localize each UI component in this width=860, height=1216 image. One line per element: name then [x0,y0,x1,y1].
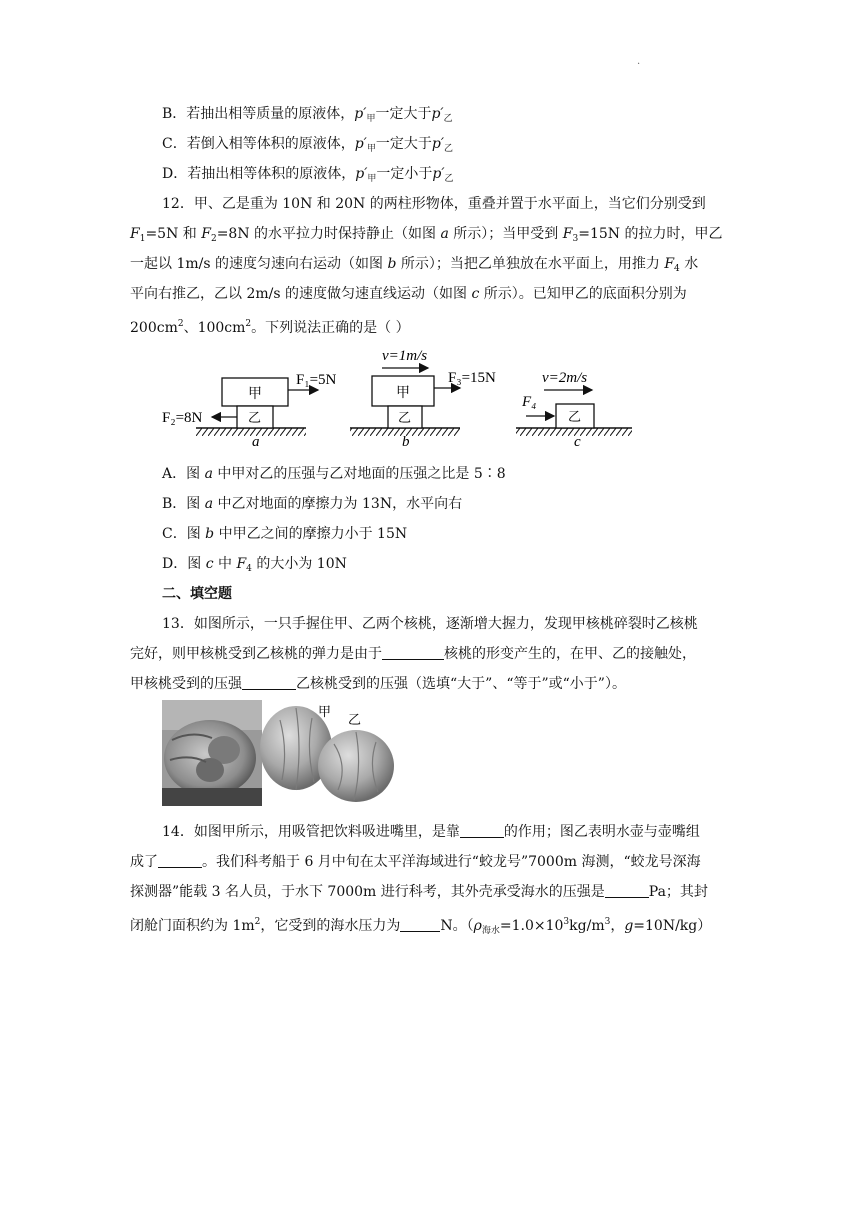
q14-blank-2[interactable] [158,853,202,868]
q13-blank-2[interactable] [242,675,296,690]
photo-label-yi: 乙 [348,712,362,727]
velocity-c-label: v=2m/s [542,370,588,386]
option-c-q12: C．图 b 中甲乙之间的摩擦力小于 15N [162,526,408,542]
q12-line-1: 12．甲、乙是重为 10N 和 20N 的两柱形物体，重叠并置于水平面上，当它们分别受到 [162,196,706,212]
header-mark: . [637,56,641,67]
option-b-q12: B．图 a 中乙对地面的摩擦力为 13N，水平向右 [162,496,463,512]
q12-line-2: $F_1=5N$ 和 $F_2=8N$ 的水平拉力时保持静止（如图 a 所示）；当甲受到 $F_3=15N$ 的拉力时，甲乙 [130,226,723,244]
q14-line-4: 闭舱门面积约为 $1m^2$，它受到的海水压力为 N。（$\rho_{海水}=1.0\times 10^3kg/m^3$，g=10N/kg） [130,917,712,936]
force-f1-label: F₁=5N [296,372,337,388]
q14-blank-1[interactable] [460,823,504,838]
q13-line-2: 完好，则甲核桃受到乙核桃的弹力是由于 核桃的形变产生的，在甲、乙的接触处， [130,646,696,662]
option-d-q12: D．图 c 中 $F_4$ 的大小为 10N [162,556,347,574]
caption-b: b [402,434,410,450]
option-b-q11: B．若抽出相等质量的原液体，$p'_甲$一定大于$p'_乙$ [162,106,453,124]
force-f3-label: F₃=15N [448,370,496,386]
q12-line-4: 平向右推乙，乙以 2m/s 的速度做匀速直线运动（如图 c 所示）。已知甲乙的底面积分别为 [130,286,687,302]
force-diagram [160,340,640,450]
q13-line-3: 甲核桃受到的压强 乙核桃受到的压强（选填“大于”、“等于”或“小于”）。 [130,676,626,692]
section-heading-fill-blank: 二、填空题 [162,586,232,602]
option-c-q11: C．若倒入相等体积的原液体，$p'_甲$一定大于$p'_乙$ [162,136,454,154]
caption-a: a [252,434,260,450]
force-f2-label: F₂=8N [162,410,203,426]
block-yi-b-label: 乙 [398,410,412,425]
q12-line-3: 一起以 1m/s 的速度匀速向右运动（如图 b 所示）；当把乙单独放在水平面上，用推力 $F_4$ 水 [130,256,699,274]
caption-c: c [574,434,581,450]
option-a-q12: A．图 a 中甲对乙的压强与乙对地面的压强之比是 5∶8 [162,466,506,482]
force-f4-label: F₄ [522,394,537,410]
q14-blank-4[interactable] [400,917,440,932]
q13-blank-1[interactable] [382,645,444,660]
option-d-q11: D．若抽出相等体积的原液体，$p'_甲$一定小于$p'_乙$ [162,166,454,184]
block-jia-a-label: 甲 [248,387,262,402]
block-yi-a-label: 乙 [248,410,262,425]
block-jia-b-label: 甲 [396,386,410,401]
photo-label-jia: 甲 [318,704,332,719]
q14-blank-3[interactable] [605,883,649,898]
diagram-a [162,372,337,450]
velocity-b-label: v=1m/s [382,348,428,364]
diagram-b [350,348,496,450]
q14-line-3: 探测器”能载 3 名人员，于水下 7000m 进行科考，其外壳承受海水的压强是 Pa；其封 [130,884,708,900]
q14-line-1: 14．如图甲所示，用吸管把饮料吸进嘴里，是靠 的作用；图乙表明水壶与壶嘴组 [162,824,700,840]
q14-line-2: 成了 。我们科考船于 6 月中旬在太平洋海域进行“蛟龙号”7000m 海测，“蛟龙号深海 [130,854,701,870]
q13-line-1: 13．如图所示，一只手握住甲、乙两个核桃，逐渐增大握力，发现甲核桃碎裂时乙核桃 [162,616,698,632]
diagram-c [516,370,632,450]
walnut-photo [162,700,396,806]
q12-line-5: $200cm^2$、$100cm^2$。下列说法正确的是（ ） [130,319,410,336]
block-yi-c-label: 乙 [568,409,582,424]
